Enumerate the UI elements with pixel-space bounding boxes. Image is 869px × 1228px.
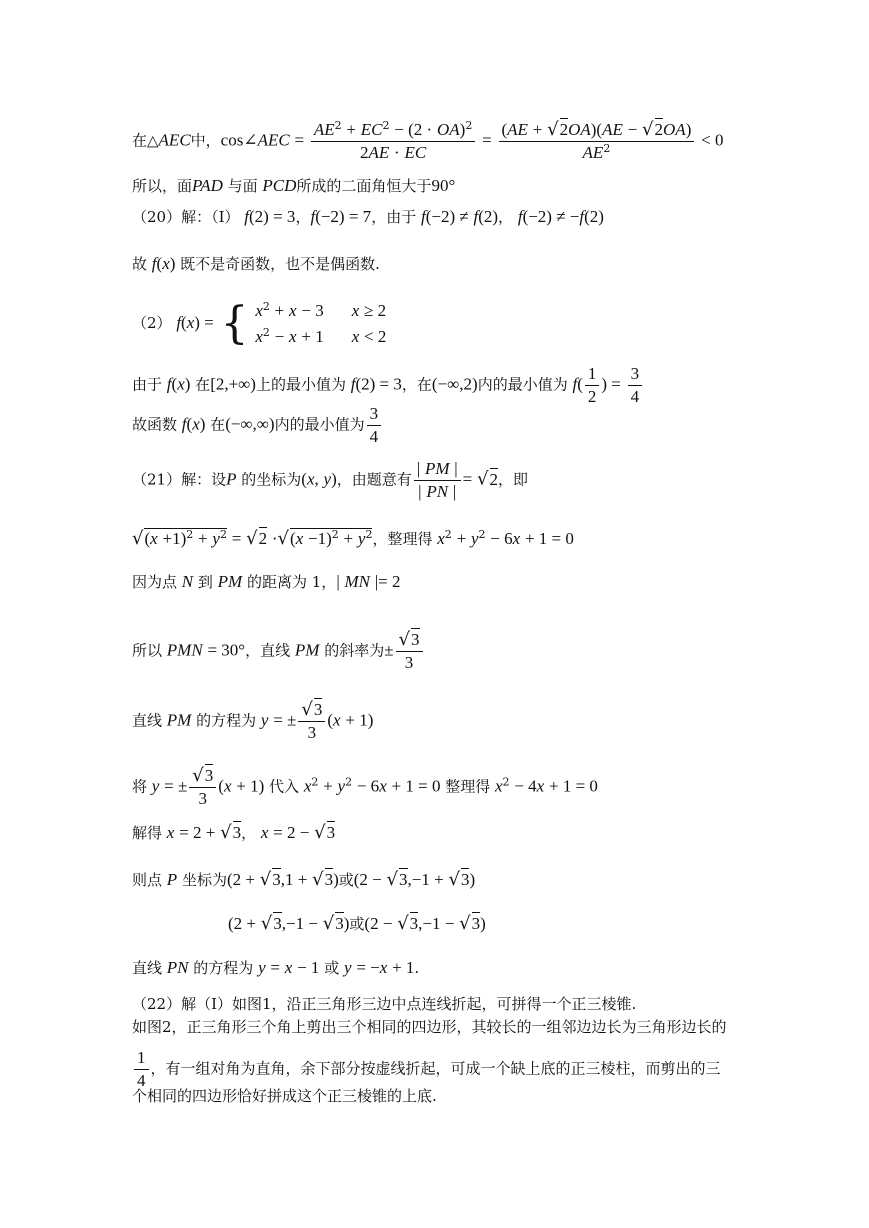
line-4: 故 f(x) 既不是奇函数，也不是偶函数.: [132, 254, 380, 273]
line-12: 直线 PM 的方程为 y = ± $\frac{√3}{3}$ (x + 1): [132, 699, 374, 742]
line-17: 直线 PN 的方程为 y = x − 1 或 y = −x + 1.: [132, 958, 420, 977]
line-1: 在△AEC中，cos∠AEC = $\frac{AE^2 + EC^2 - (2 \cdot OA)^2}{2AE \cdot EC}$ = $\frac{(AE + √2OA)(AE - √2OA)}{AE^2}$ < 0: [132, 119, 724, 162]
line-8: （21）解：设P 的坐标为(x, y)，由题意有 $\frac{| PM |}{| PN |}$ = √2，即: [132, 459, 529, 501]
line-15: 则点 P 坐标为(2 + √3,1 + √3)或(2 − √3,−1 + √3): [132, 869, 476, 890]
line-21: 个相同的四边形恰好拼成这个正三棱锥的上底.: [132, 1087, 437, 1105]
line-18: （22）解（I）如图1，沿正三角形三边中点连线折起，可拼得一个正三棱锥.: [132, 995, 637, 1013]
line-2: 所以，面PAD 与面 PCD所成的二面角恒大于90°: [132, 176, 456, 195]
line-3: （20）解：（I） f(2) = 3，f(−2) = 7，由于 f(−2) ≠ f(2)， f(−2) ≠ −f(2): [132, 207, 604, 226]
line-13: 将 y = ± $\frac{√3}{3}$ (x + 1) 代入 $x^2 + y^2 - 6x + 1 = 0$ 整理得 $x^2 - 4x + 1 = 0$: [132, 765, 598, 808]
line-9: $√(x +1)^2 + y^2 = √2 \cdot√(x -1)^2 + y^2$，整理得 $x^2 + y^2 - 6x + 1 = 0$: [132, 528, 574, 549]
line-7: 故函数 f(x) 在(−∞,∞)内的最小值为 $\frac{3}{4}$: [132, 404, 383, 447]
line-10: 因为点 N 到 PM 的距离为 1，| MN |= 2: [132, 572, 401, 591]
line-6: 由于 f(x) 在[2,+∞)上的最小值为 f(2) = 3，在(−∞,2)内的最小值为 f( $\frac{1}{2}$ ) = $\frac{3}{4}$: [132, 364, 644, 407]
line-20: $\frac{1}{4}$ ，有一组对角为直角，余下部分按虚线折起，可成一个缺上底的正三棱柱，而剪出的三: [132, 1048, 721, 1091]
line-11: 所以 PMN = 30°，直线 PM 的斜率为± $\frac{√3}{3}$: [132, 630, 425, 673]
line-5: （2） f(x) = { $x^2 + x - 3$ x ≥ 2 $x^2 - x + 1$ x < 2: [132, 298, 387, 349]
line-19: 如图2，正三角形三个角上剪出三个相同的四边形，其较长的一组邻边边长为三角形边长的: [132, 1018, 727, 1036]
line-16: (2 + √3,−1 − √3)或(2 − √3,−1 − √3): [228, 913, 486, 934]
line-14: 解得 x = 2 + √3， x = 2 − √3: [132, 822, 336, 843]
